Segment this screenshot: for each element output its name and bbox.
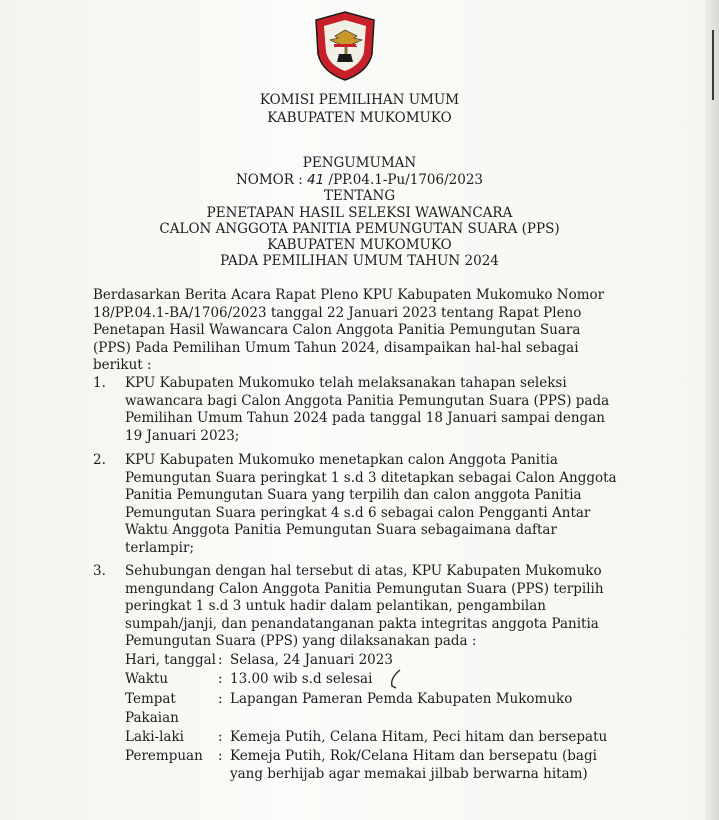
detail-label-place: Tempat (125, 691, 176, 707)
item-line: sumpah/janji, dan penandatanganan pakta integritas anggota Panitia (125, 615, 599, 632)
item-line: 19 Januari 2023; (125, 427, 240, 444)
intro-line: Penetapan Hasil Wawancara Calon Anggota Panitia Pemungutan Suara (93, 322, 581, 339)
title-line2: CALON ANGGOTA PANITIA PEMUNGUTAN SUARA (PPS) (159, 221, 560, 237)
detail-sep: : (218, 671, 223, 687)
detail-label-attire: Pakaian (125, 710, 179, 726)
announcement-number (0, 172, 719, 189)
item-1-text (125, 375, 609, 445)
detail-label-date: Hari, tanggal (125, 652, 216, 668)
detail-label-men: Laki-laki (125, 729, 184, 745)
page-edge (705, 0, 719, 820)
title-line4: PADA PEMILIHAN UMUM TAHUN 2024 (220, 253, 499, 269)
item-line: terlampir; (125, 539, 194, 556)
intro-line: Berdasarkan Berita Acara Rapat Pleno KPU Kabupaten Mukomuko Nomor (93, 287, 605, 303)
item-line: KPU Kabupaten Mukomuko menetapkan calon Anggota Panitia (125, 452, 558, 468)
item-line: Waktu Anggota Panitia Pemungutan Suara sebagaimana daftar (125, 522, 557, 539)
detail-label-time: Waktu (125, 671, 169, 687)
detail-sep: : (218, 748, 223, 764)
intro-line: berikut : (93, 357, 152, 374)
item-line: Pemungutan Suara (PPS) yang dilaksanakan pada : (125, 633, 477, 650)
intro-paragraph (93, 287, 604, 375)
detail-value-place: Lapangan Pameran Pemda Kabupaten Mukomuko (230, 691, 573, 707)
item-3-text (125, 563, 604, 651)
detail-value-date: Selasa, 24 Januari 2023 (230, 652, 393, 668)
item-2-text (125, 452, 617, 558)
org-name-line2: KABUPATEN MUKOMUKO (267, 110, 452, 126)
intro-line: (PPS) Pada Pemilihan Umum Tahun 2024, disampaikan hal-hal sebagai (93, 339, 579, 356)
item-line: peringkat 1 s.d 3 untuk hadir dalam pelantikan, pengambilan (125, 598, 546, 615)
detail-sep: : (218, 729, 223, 745)
detail-sep: : (218, 652, 223, 668)
detail-value-women: Kemeja Putih, Rok/Celana Hitam dan bersepatu (bagi (230, 748, 597, 764)
detail-label-women: Perempuan (125, 748, 203, 764)
detail-value-women-cont: yang berhijab agar memakai jilbab berwarna hitam) (230, 766, 588, 782)
item-line: Sehubungan dengan hal tersebut di atas, KPU Kabupaten Mukomuko (125, 563, 602, 579)
title-line1: PENETAPAN HASIL SELEKSI WAWANCARA (206, 205, 513, 221)
announcement-heading: PENGUMUMAN (302, 155, 417, 171)
detail-sep: : (218, 691, 223, 707)
title-line3: KABUPATEN MUKOMUKO (267, 237, 452, 253)
item-line: Panitia Pemungutan Suara yang terpilih dan calon anggota Panitia (125, 487, 582, 504)
detail-value-men: Kemeja Putih, Celana Hitam, Peci hitam dan bersepatu (230, 729, 608, 745)
number-suffix: /PP.04.1-Pu/1706/2023 (324, 172, 484, 188)
item-line: Pemungutan Suara peringkat 4 s.d 6 sebagai calon Pengganti Antar (125, 504, 591, 521)
detail-value-time: 13.00 wib s.d selesai (230, 671, 373, 687)
about-label: TENTANG (323, 188, 396, 204)
number-handwritten: 41 (307, 172, 325, 188)
item-line: Pemungutan Suara peringkat 1 s.d 3 ditetapkan sebagai Calon Anggota (125, 469, 617, 486)
item-number: 2. (93, 452, 106, 468)
org-name-line1: KOMISI PEMILIHAN UMUM (259, 92, 460, 108)
handwritten-mark-icon (386, 668, 404, 690)
item-line: KPU Kabupaten Mukomuko telah melaksanakan tahapan seleksi (125, 375, 567, 391)
item-line: mengundang Calon Anggota Panitia Pemungutan Suara (PPS) terpilih (125, 580, 604, 597)
intro-line: 18/PP.04.1-BA/1706/2023 tanggal 22 Januari 2023 tentang Rapat Pleno (93, 304, 582, 321)
number-prefix: NOMOR : (235, 172, 308, 188)
item-line: Pemilihan Umum Tahun 2024 pada tanggal 18 Januari sampai dengan (125, 410, 605, 427)
kpu-logo-icon (312, 10, 378, 82)
item-number: 3. (93, 563, 106, 579)
item-number: 1. (93, 375, 106, 391)
item-line: wawancara bagi Calon Anggota Panitia Pemungutan Suara (PPS) pada (125, 392, 610, 409)
